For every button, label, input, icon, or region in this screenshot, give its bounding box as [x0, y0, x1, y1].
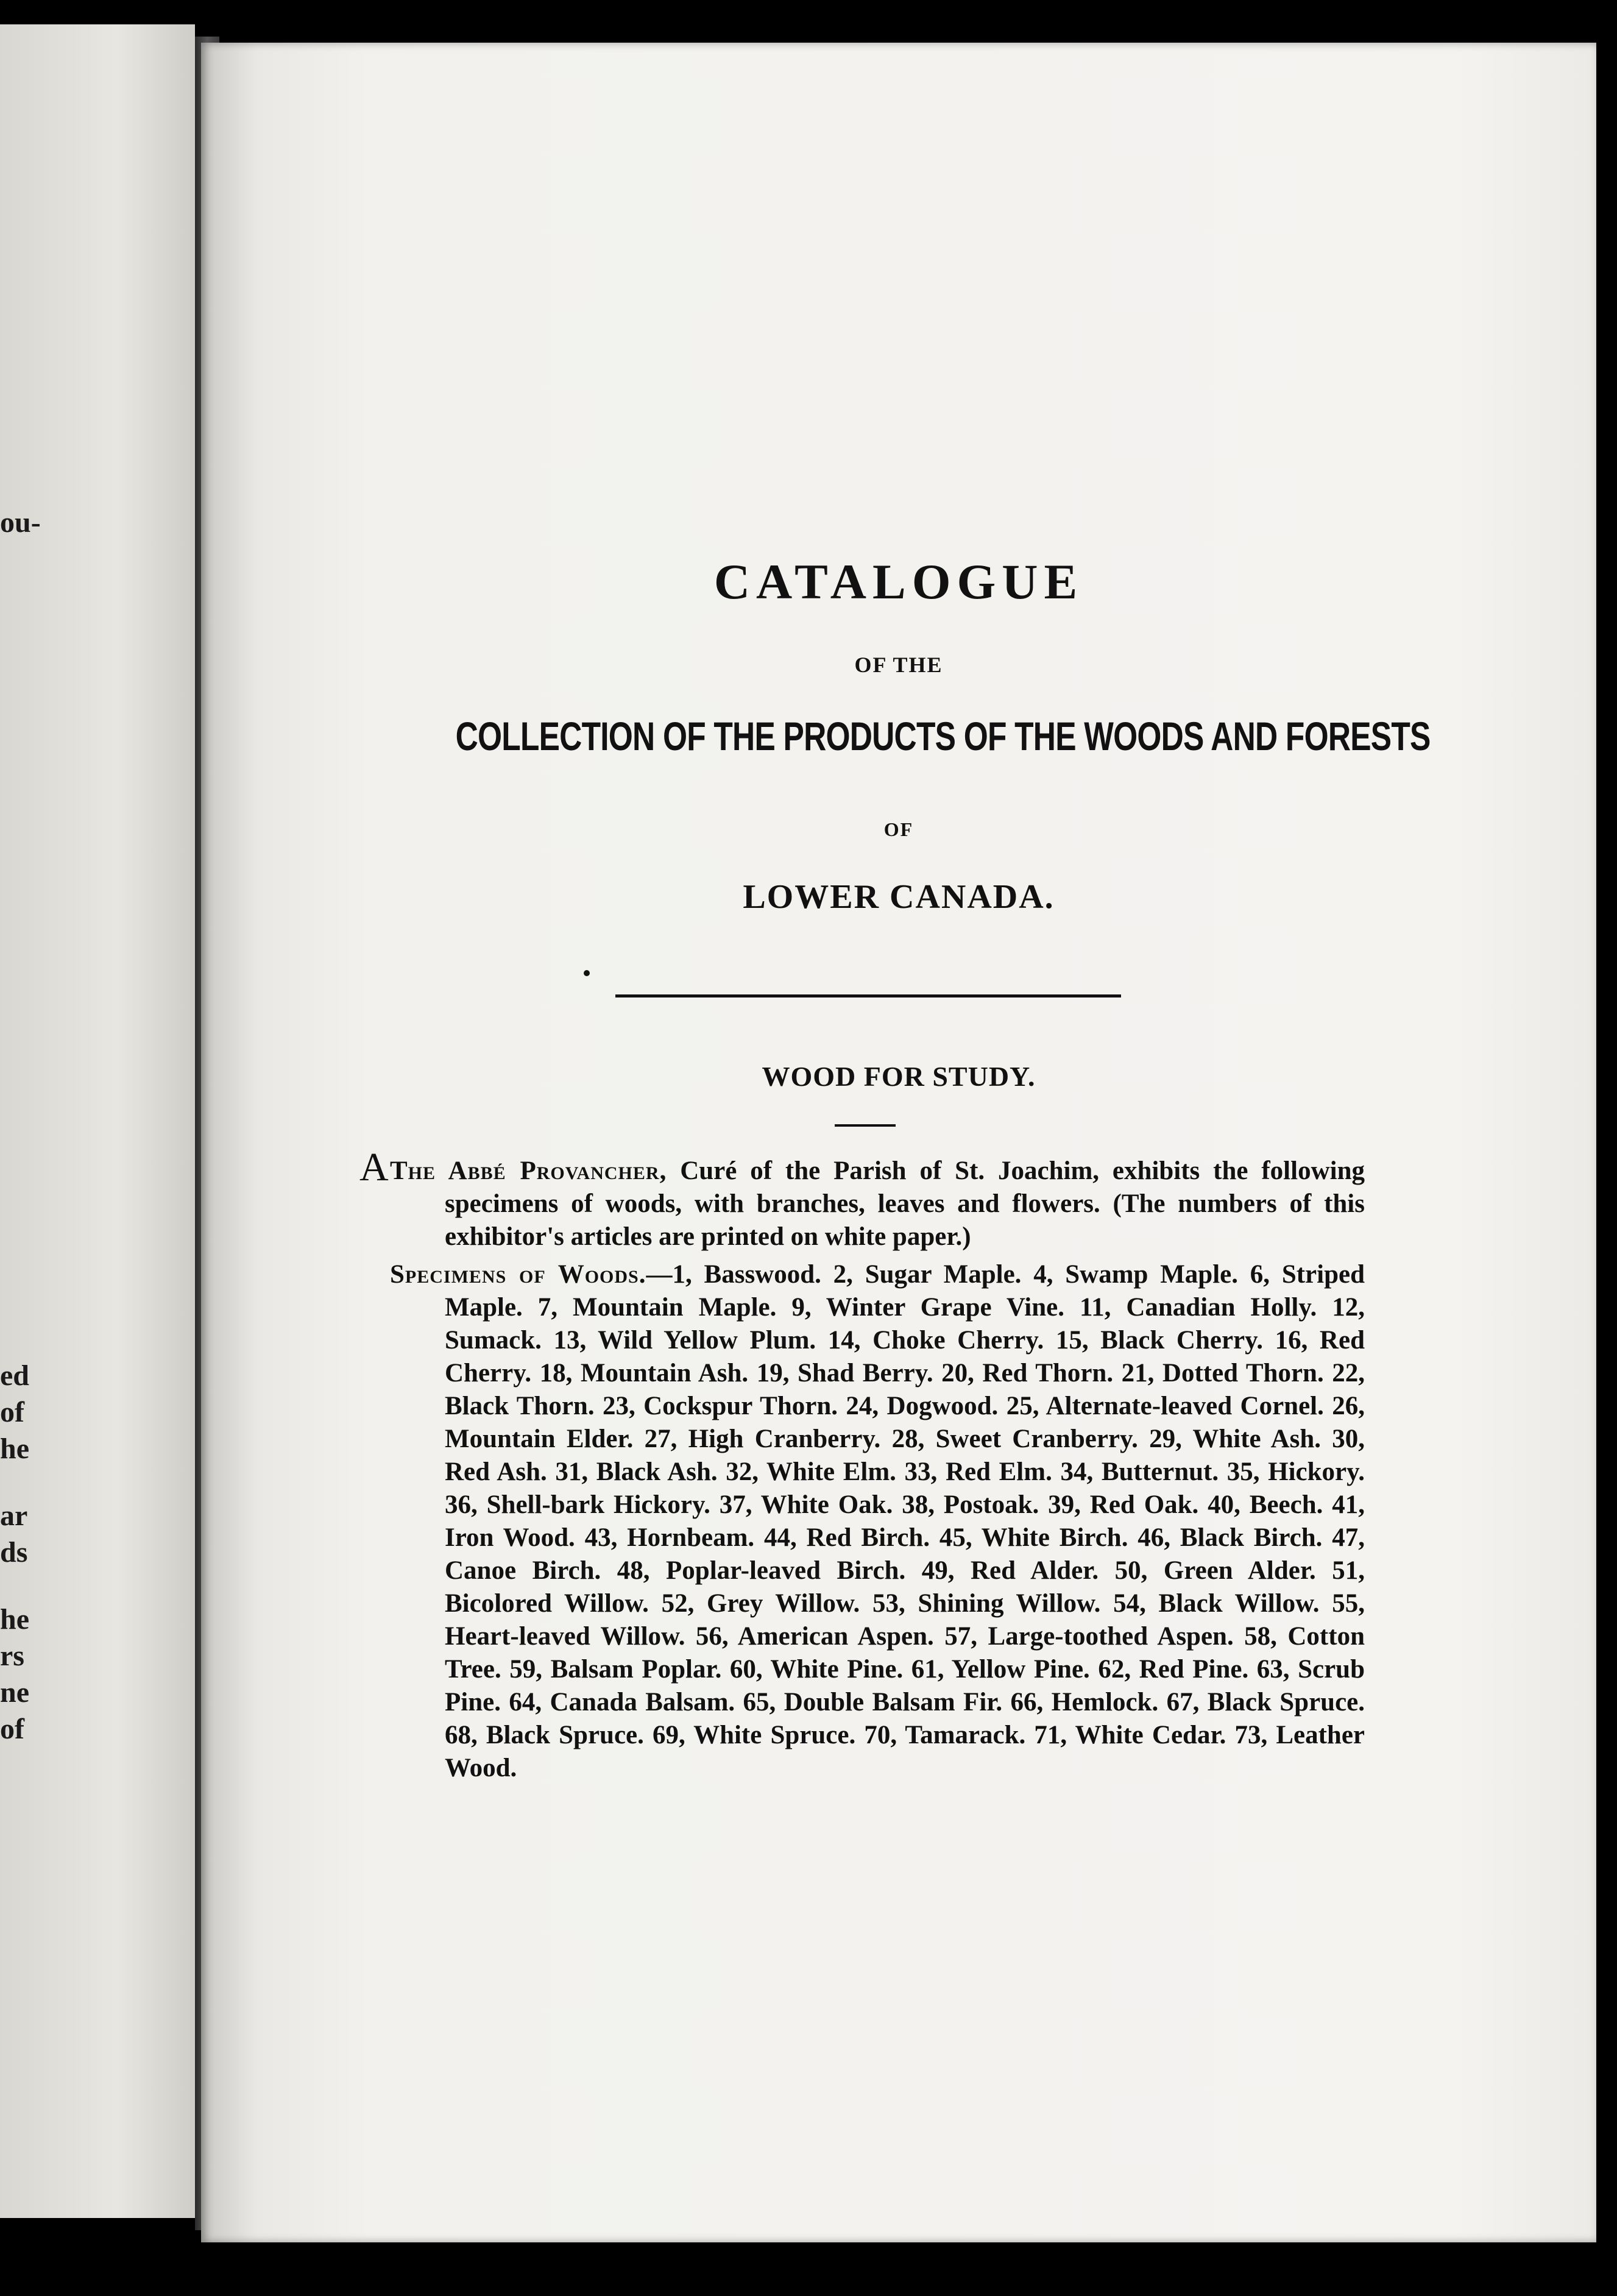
- exhibitor-intro: Curé of the Parish of St. Joachim, exhibits the following specimens of woods, with branches, leaves and flowers. (The numbers of this exhibitor's articles are printed on white paper.): [445, 1157, 1365, 1251]
- left-fragment: of: [0, 1713, 24, 1745]
- title-of-the: OF THE: [854, 653, 943, 677]
- left-fragment: ou-: [0, 506, 41, 539]
- specimens-paragraph: [378, 1258, 1365, 1785]
- left-fragment: ed: [0, 1359, 29, 1392]
- ink-dot: [584, 970, 590, 976]
- catalogue-title: CATALOGUE: [713, 554, 1084, 609]
- adjacent-page: [0, 24, 195, 2218]
- exhibitor-name: The Abbé Provancher,: [390, 1157, 667, 1185]
- place-heading: LOWER CANADA.: [743, 878, 1055, 916]
- left-fragment: of: [0, 1396, 24, 1428]
- exhibitor-entry: [359, 1145, 1365, 1785]
- specimens-list: —1, Basswood. 2, Sugar Maple. 4, Swamp Maple. 6, Striped Maple. 7, Mountain Maple. 9, Winter Grape Vine. 11, Canadian Holly. 12, Sumack. 13, Wild Yellow Plum. 14, Choke Cherry. 15, Black Cherry. 16, Red Cherry. 18, Mountain Ash. 19, Shad Berry. 20, Red Thorn. 21, Dotted Thorn. 22, Black Thorn. 23, Cockspur Thorn. 24, Dogwood. 25, Alternate-leaved Cornel. 26, Mountain Elder. 27, High Cranberry. 28, Sweet Cranberry. 29, White Ash. 30, Red Ash. 31, Black Ash. 32, White Elm. 33, Red Elm. 34, Butternut. 35, Hickory. 36, Shell-bark Hickory. 37, White Oak. 38, Postoak. 39, Red Oak. 40, Beech. 41, Iron Wood. 43, Hornbeam. 44, Red Birch. 45, White Birch. 46, Black Birch. 47, Canoe Birch. 48, Poplar-leaved Birch. 49, Red Alder. 50, Green Alder. 51, Bicolored Willow. 52, Grey Willow. 53, Shining Willow. 54, Black Willow. 55, Heart-leaved Willow. 56, American Aspen. 57, Large-toothed Aspen. 58, Cotton Tree. 59, Balsam Poplar. 60, White Pine. 61, Yellow Pine. 62, Red Pine. 63, Scrub Pine. 64, Canada Balsam. 65, Double Balsam Fir. 66, Hemlock. 67, Black Spruce. 68, Black Spruce. 69, White Spruce. 70, Tamarack. 71, White Cedar. 73, Leather Wood.: [445, 1260, 1365, 1782]
- left-fragment: ne: [0, 1676, 29, 1709]
- title-of: OF: [883, 818, 914, 840]
- section-rule: [835, 1124, 896, 1127]
- entry-intro-paragraph: [378, 1155, 1365, 1253]
- section-heading: WOOD FOR STUDY.: [762, 1061, 1036, 1092]
- entry-letter: A: [359, 1145, 389, 1189]
- left-fragment: ds: [0, 1536, 28, 1568]
- left-fragment: he: [0, 1433, 29, 1465]
- left-fragment: he: [0, 1603, 29, 1635]
- specimens-label: Specimens of Woods.: [390, 1260, 646, 1289]
- collection-heading: COLLECTION OF THE PRODUCTS OF THE WOODS AND FORESTS: [455, 714, 1431, 759]
- left-fragment: ar: [0, 1500, 28, 1532]
- left-fragment: rs: [0, 1640, 24, 1672]
- title-rule: [615, 994, 1121, 997]
- catalogue-page: [201, 43, 1596, 2242]
